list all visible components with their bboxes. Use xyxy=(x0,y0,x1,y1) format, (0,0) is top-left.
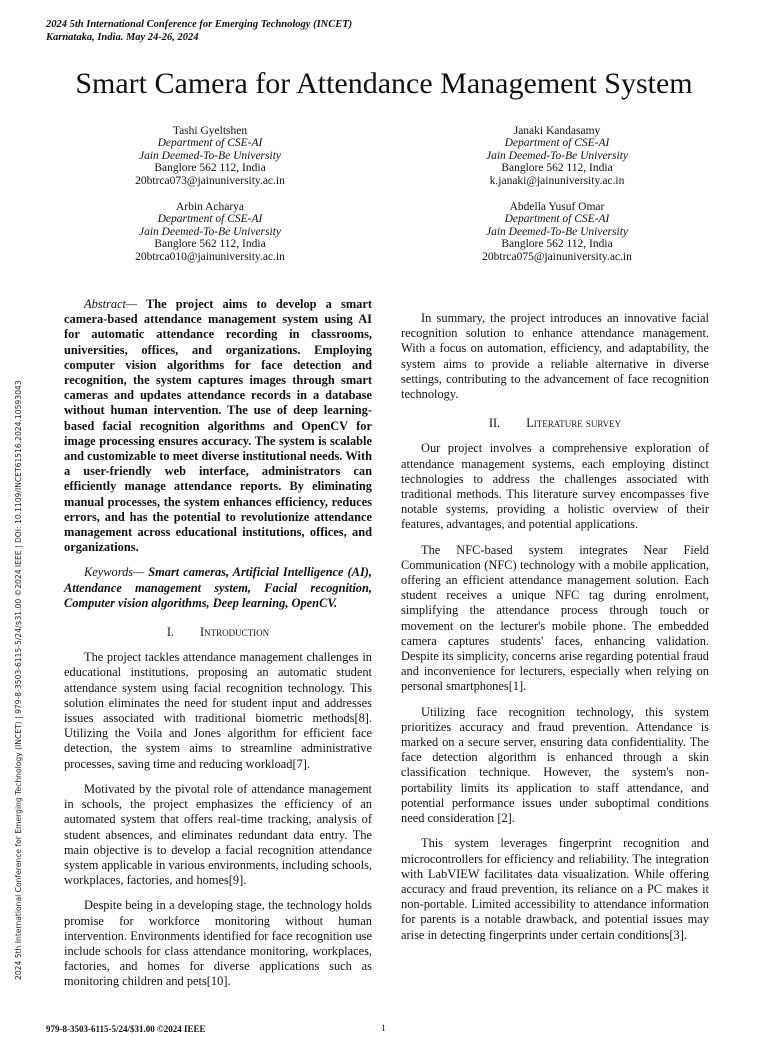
conference-name: 2024 5th International Conference for Emerging Technology (INCET) xyxy=(46,19,353,30)
author-address: Banglore 562 112, India xyxy=(154,162,266,175)
paragraph: In summary, the project introduces an innovative facial recognition solution to enhance attendance management. With a focus on automation, efficiency, and adaptability, the system aims to provide a reliable alternative in diverse settings, contributing to the advancement of face recognition technology. xyxy=(401,311,709,402)
author-name: Tashi Gyeltshen xyxy=(172,125,248,137)
section-title: Literature survey xyxy=(526,416,622,431)
author-address: Banglore 562 112, India xyxy=(501,162,613,175)
author-department: Department of CSE-AI xyxy=(504,213,610,226)
conference-location: Karnataka, India. May 24-26, 2024 xyxy=(46,31,199,43)
paragraph: This system leverages fingerprint recognition and microcontrollers for efficiency and reliability. The integration with LabVIEW facilitates data visualization. While offering accuracy and fraud prevention, its reliance on a PC makes it non-portable. Limited accessibility to attendance information for parents is a notable drawback, and potential issues may arise in detecting fingerprints under certain conditions[3]. xyxy=(401,836,709,942)
abstract-text: The project aims to develop a smart camera-based attendance management system using AI for automatic attendance recording in classrooms, universities, offices, and organizations. Employing computer vision algorithms for face detection and recognition, the system captures images through smart cameras and updates attendance records in a database without human intervention. The use of deep learning-based facial recognition algorithms and OpenCV for image processing ensures accuracy. The system is scalable and customizable to meet diverse institutional needs. With a user-friendly web interface, administrators can efficiently manage attendance reports. By eliminating manual processes, the system enhances efficiency, reduces errors, and has the potential to revolutionize attendance management across educational institutions, offices, and organizations. xyxy=(64,297,372,555)
abstract-label: Abstract— xyxy=(84,297,138,311)
paragraph: Our project involves a comprehensive exploration of attendance management systems, each employing distinct technologies to address the challenges associated with traditional methods. This literature survey encompasses five notable systems, providing a holistic overview of their features, advantages, and potential applications. xyxy=(401,441,709,532)
author-address: Banglore 562 112, India xyxy=(501,238,613,251)
abstract xyxy=(64,297,372,555)
author-name: Arbin Acharya xyxy=(175,201,245,213)
author-department: Department of CSE-AI xyxy=(157,137,263,150)
author-name: Abdella Yusuf Omar xyxy=(509,201,605,213)
right-column xyxy=(401,297,709,1000)
paragraph: The project tackles attendance management challenges in educational institutions, proposing an automatic student attendance system using facial recognition technology. This solution eliminates the need for student input and addresses issues associated with traditional biometric methods[8]. Utilizing the Voila and Jones algorithm for efficient face detection, the system aims to streamline administrative processes, saving time and reducing workload[7]. xyxy=(64,650,372,771)
section-number: II. xyxy=(488,416,501,431)
left-column xyxy=(64,297,372,1000)
paragraph: The NFC-based system integrates Near Field Communication (NFC) technology with a mobile application, offering an efficient attendance management solution. Each student receives a unique NFC tag during enrolment, simplifying the attendance process through touch or movement on the lecturer's mobile phone. The embedded camera captures students' faces, enhancing validation. Despite its simplicity, concerns arise regarding potential fraud and inconvenience for lecturers, especially when relying on personal smartphones[1]. xyxy=(401,542,709,694)
paragraph: Motivated by the pivotal role of attendance management in schools, the project emphasizes the efficiency of an automated system that offers real-time tracking, analysis of student absences, and eliminates redundant data entry. The main objective is to develop a facial recognition attendance system applicable in various environments, including schools, workplaces, factories, and homes[9]. xyxy=(64,781,372,888)
section-title: Introduction xyxy=(200,625,270,640)
footer xyxy=(0,1024,768,1044)
author-email[interactable]: 20btrca073@jainuniversity.ac.in xyxy=(135,174,285,187)
keywords-label: Keywords— xyxy=(84,565,145,580)
author-email[interactable]: 20btrca010@jainuniversity.ac.in xyxy=(135,250,285,263)
author-email[interactable]: 20btrca075@jainuniversity.ac.in xyxy=(482,250,632,263)
keywords-text: Smart cameras, Artificial Intelligence (AI), Attendance management system, Facial recognition, Computer vision algorithms, Deep learning, OpenCV. xyxy=(64,565,372,610)
two-column-body xyxy=(64,297,709,1000)
author-department: Department of CSE-AI xyxy=(157,213,263,226)
section-number: I. xyxy=(166,625,175,640)
sidebar-doi-notice: 2024 5th International Conference for Emerging Technology (INCET) | 979-8-3503-6115-5/24/$31.00 ©2024 IEEE | DOI: 10.1109/INCET61516.2024.10593043 xyxy=(14,380,23,980)
footer-copyright: 979-8-3503-6115-5/24/$31.00 ©2024 IEEE xyxy=(46,1023,206,1034)
paper-title: Smart Camera for Attendance Management System xyxy=(75,67,693,100)
author-email[interactable]: k.janaki@jainuniversity.ac.in xyxy=(489,174,625,187)
keywords xyxy=(64,565,372,611)
section-heading-introduction xyxy=(64,625,372,640)
author-name: Janaki Kandasamy xyxy=(513,125,601,137)
author-university: Jain Deemed-To-Be University xyxy=(138,149,281,162)
paragraph: Utilizing face recognition technology, this system prioritizes accuracy and fraud prevention. Attendance is marked on a secure server, ensuring data confidentiality. The face detection algorithm is enhanced through a skin classification technique. However, the system's non-portability limits its application to staff attendance, and potential performance issues under suboptimal conditions need consideration [2]. xyxy=(401,704,709,826)
author-university: Jain Deemed-To-Be University xyxy=(138,225,281,238)
author-department: Department of CSE-AI xyxy=(504,137,610,150)
author-address: Banglore 562 112, India xyxy=(154,238,266,251)
section-heading-literature-survey xyxy=(401,416,709,431)
author-university: Jain Deemed-To-Be University xyxy=(485,225,628,238)
author-university: Jain Deemed-To-Be University xyxy=(485,149,628,162)
page-number: 1 xyxy=(381,1023,386,1034)
paragraph: Despite being in a developing stage, the technology holds promise for workforce monitoring without human intervention. Environments identified for face recognition use include schools for class attendance monitoring, workplaces, factories, and homes for diverse applications such as monitoring children and pets[10]. xyxy=(64,898,372,989)
